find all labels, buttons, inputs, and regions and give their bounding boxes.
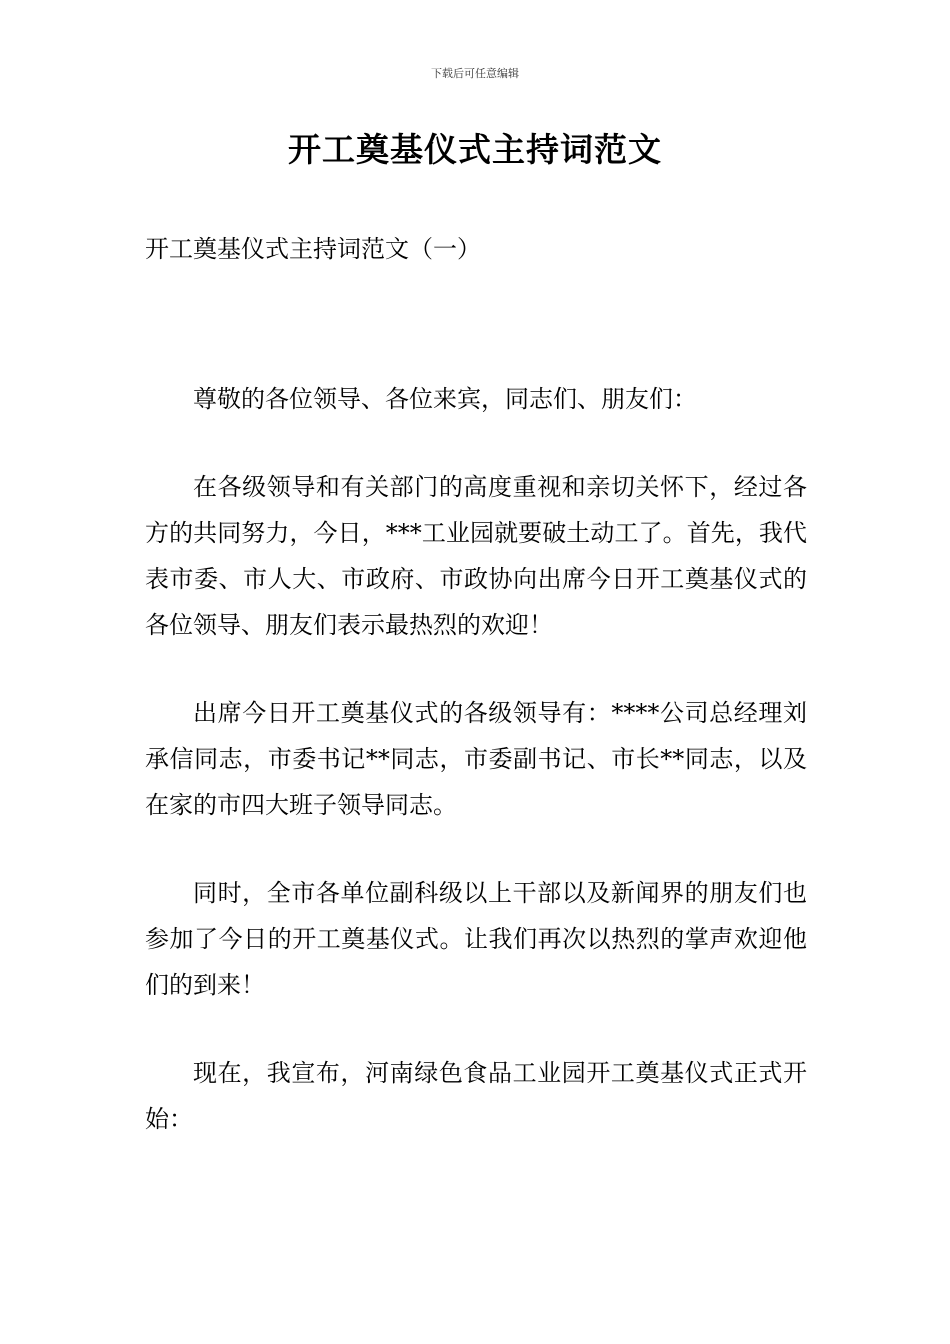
body-paragraph: 同时，全市各单位副科级以上干部以及新闻界的朋友们也参加了今日的开工奠基仪式。让我们再次以热烈的掌声欢迎他们的到来！ — [145, 879, 807, 999]
document-body — [145, 376, 807, 1184]
body-paragraph: 出席今日开工奠基仪式的各级领导有：****公司总经理刘承信同志，市委书记**同志，市委副书记、市长**同志，以及在家的市四大班子领导同志。 — [145, 699, 807, 819]
document-title: 开工奠基仪式主持词范文 — [288, 130, 662, 169]
greeting-paragraph: 尊敬的各位领导、各位来宾，同志们、朋友们： — [193, 385, 697, 413]
body-paragraph: 现在，我宣布，河南绿色食品工业园开工奠基仪式正式开始： — [145, 1059, 807, 1133]
section-heading: 开工奠基仪式主持词范文（一） — [145, 235, 481, 263]
body-paragraph: 在各级领导和有关部门的高度重视和亲切关怀下，经过各方的共同努力，今日，***工业园就要破土动工了。首先，我代表市委、市人大、市政府、市政协向出席今日开工奠基仪式的各位领导、朋友们表示最热烈的欢迎！ — [145, 473, 807, 639]
page-header-note: 下载后可任意编辑 — [431, 67, 519, 80]
